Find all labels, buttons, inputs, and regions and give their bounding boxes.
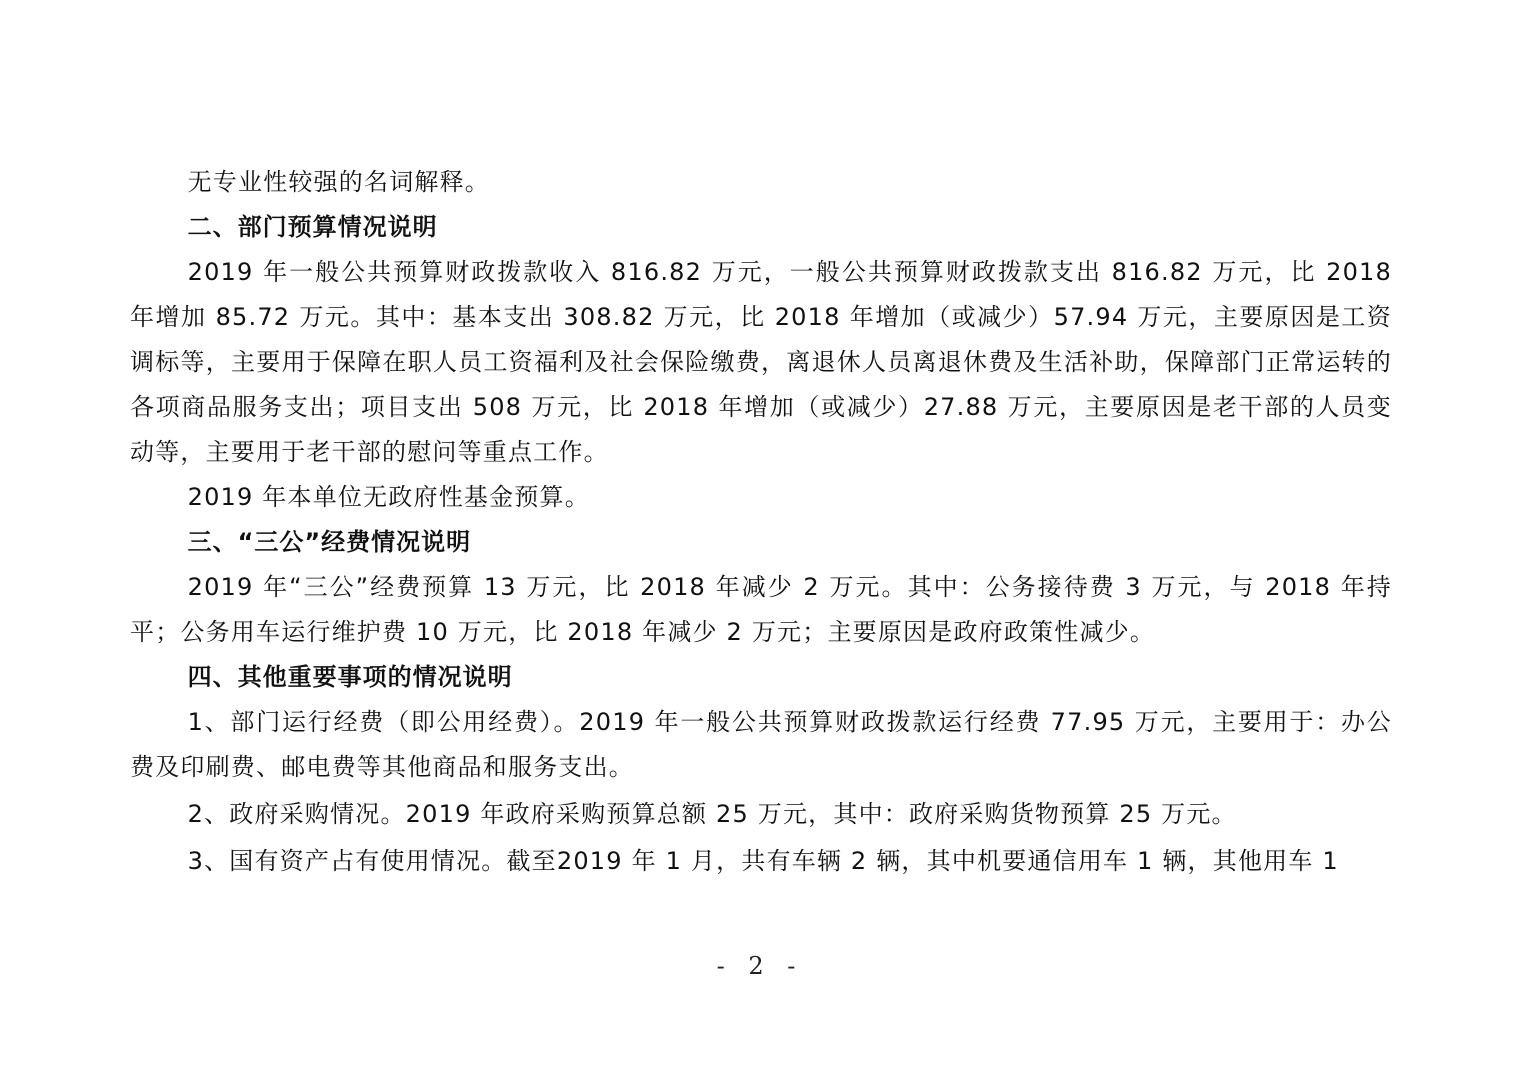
intro-paragraph: 无专业性较强的名词解释。 bbox=[187, 168, 490, 196]
fund-budget-paragraph: 2019 年本单位无政府性基金预算。 bbox=[187, 483, 590, 511]
section-heading-three-public: 三、“三公”经费情况说明 bbox=[187, 528, 472, 556]
section-heading-other-matters: 四、其他重要事项的情况说明 bbox=[187, 663, 513, 691]
state-assets-paragraph: 3、国有资产占有使用情况。截至2019 年 1 月，共有车辆 2 辆，其中机要通信用车 1 辆，其他用车 1 bbox=[187, 847, 1339, 875]
procurement-paragraph: 2、政府采购情况。2019 年政府采购预算总额 25 万元，其中：政府采购货物预算 25 万元。 bbox=[187, 800, 1237, 828]
budget-paragraph: 2019 年一般公共预算财政拨款收入 816.82 万元，一般公共预算财政拨款支出 816.82 万元，比 2018 年增加 85.72 万元。其中：基本支出 308.82 万元，比 2018 年增加（或减少）57.94 万元，主要原因是工资调标等，主要用于保障在职人员工资福利及社会保险缴费，离退休人员离退休费及生活补助，保障部门正常运转的各项商品服务支出；项目支出 508 万元，比 2018 年增加（或减少）27.88 万元，主要原因是老干部的人员变动等，主要用于老干部的慰问等重点工作。 bbox=[130, 258, 1392, 466]
operating-expense-paragraph: 1、部门运行经费（即公用经费）。2019 年一般公共预算财政拨款运行经费 77.95 万元，主要用于：办公费及印刷费、邮电费等其他商品和服务支出。 bbox=[130, 708, 1392, 781]
three-public-paragraph: 2019 年“三公”经费预算 13 万元，比 2018 年减少 2 万元。其中：公务接待费 3 万元，与 2018 年持平；公务用车运行维护费 10 万元，比 2018 年减少 2 万元；主要原因是政府政策性减少。 bbox=[130, 573, 1392, 646]
document-body bbox=[130, 160, 1392, 884]
section-heading-budget: 二、部门预算情况说明 bbox=[187, 213, 438, 241]
page-number: - 2 - bbox=[716, 952, 804, 980]
